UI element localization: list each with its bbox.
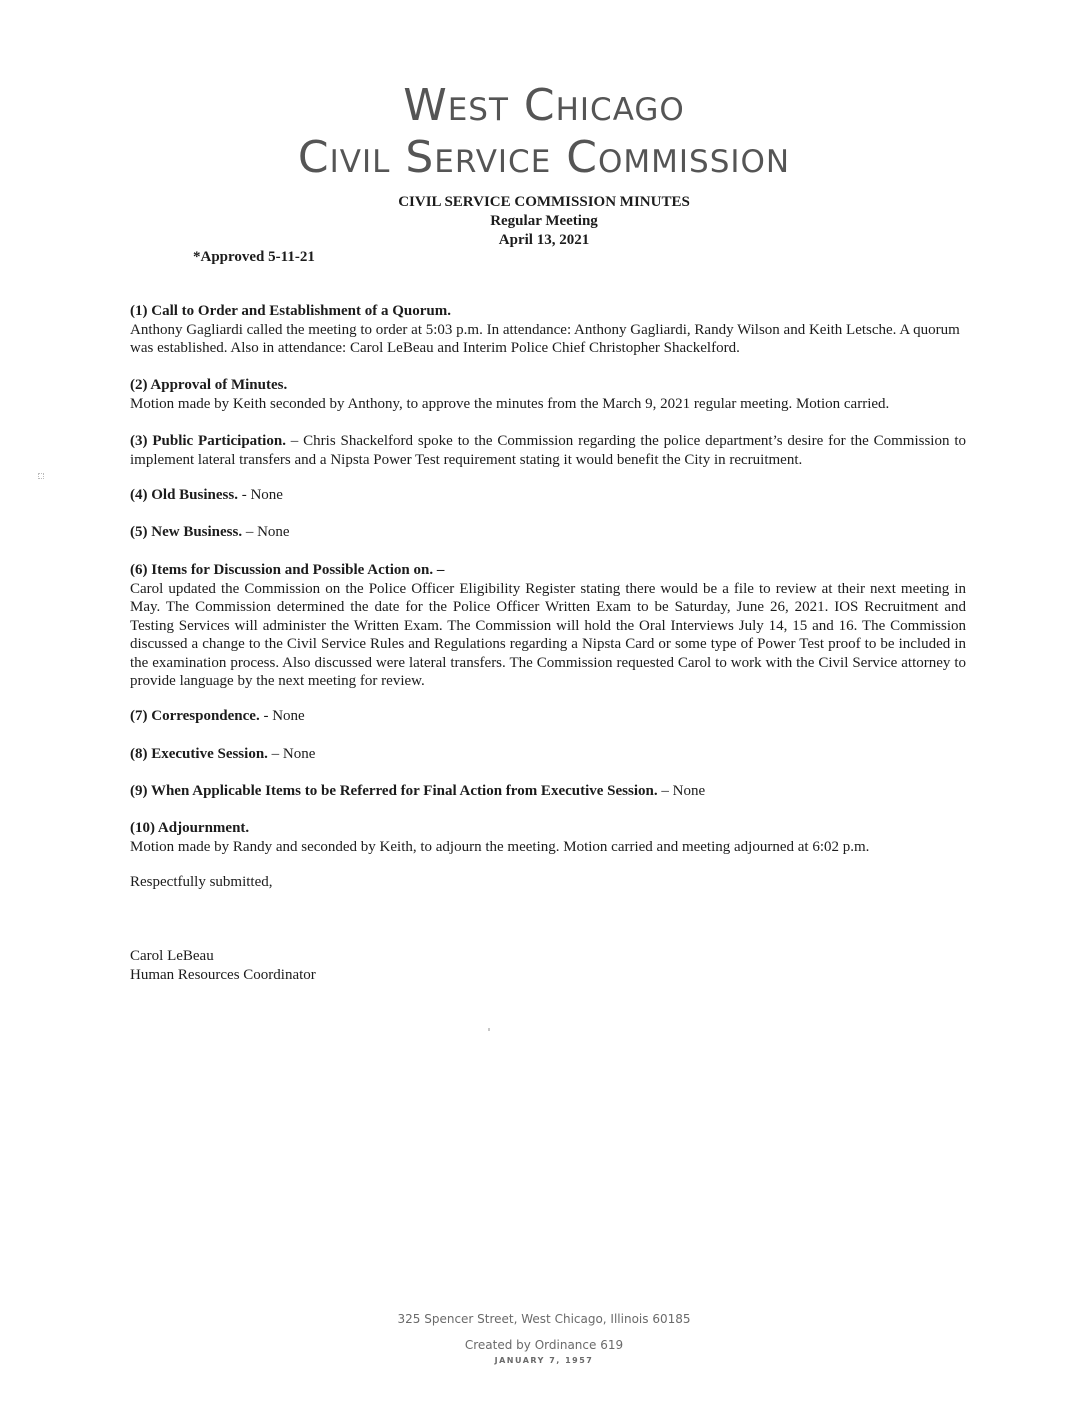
meeting-type: Regular Meeting	[490, 213, 598, 229]
letterhead-line-1: West Chicago	[403, 80, 685, 131]
signer-name: Carol LeBeau	[130, 948, 214, 964]
meeting-date: April 13, 2021	[498, 232, 590, 248]
section-items-for-discussion	[130, 561, 966, 691]
document-title: CIVIL SERVICE COMMISSION MINUTES	[398, 194, 690, 210]
footer-address: 325 Spencer Street, West Chicago, Illinois 60185	[397, 1312, 691, 1326]
section-heading: (4) Old Business.	[130, 487, 238, 503]
section-heading: (10) Adjournment.	[130, 820, 250, 836]
section-heading: (1) Call to Order and Establishment of a Quorum.	[130, 303, 451, 319]
section-executive-session	[130, 745, 966, 764]
signer-title: Human Resources Coordinator	[130, 966, 316, 983]
section-heading: (3) Public Participation.	[130, 433, 286, 449]
approval-note: *Approved 5-11-21	[193, 249, 315, 265]
section-old-business	[130, 486, 966, 505]
section-body: – None	[267, 746, 316, 762]
section-heading: (2) Approval of Minutes.	[130, 377, 288, 393]
section-heading: (8) Executive Session.	[130, 746, 268, 762]
section-heading: (9) When Applicable Items to be Referred for Final Action from Executive Session.	[130, 783, 658, 799]
signature-block	[130, 947, 966, 984]
section-body: Carol updated the Commission on the Police Officer Eligibility Register stating there would be a file to review at their next meeting in May. The Commission determined the date for the Police Officer Written Exam to be Saturday, June 26, 2021. IOS Recruitment and Testing Services will administer the Written Exam. The Commission will hold the Oral Interviews July 14, 15 and 16. The Commission discussed a change to the Civil Service Rules and Regulations regarding a Nipsta Card or some type of Power Test proof to be included in the examination process. Also discussed were lateral transfers. The Commission requested Carol to work with the Civil Service attorney to provide language by the next meeting for review.	[130, 580, 966, 689]
letterhead-line-2: Civil Service Commission	[297, 132, 791, 183]
section-approval-of-minutes	[130, 376, 966, 413]
section-public-participation	[130, 432, 966, 469]
section-body: Motion made by Randy and seconded by Keith, to adjourn the meeting. Motion carried and meeting adjourned at 6:02 p.m.	[130, 838, 870, 855]
scan-speck	[488, 1028, 490, 1031]
section-body: - None	[237, 487, 283, 503]
section-heading: (6) Items for Discussion and Possible Action on. –	[130, 562, 445, 578]
section-adjournment	[130, 819, 966, 856]
section-body: - None	[259, 708, 305, 724]
footer-ordinance: Created by Ordinance 619	[464, 1338, 624, 1352]
section-new-business	[130, 523, 966, 542]
section-correspondence	[130, 707, 966, 726]
section-referred-items	[130, 782, 966, 801]
section-body: Anthony Gagliardi called the meeting to order at 5:03 p.m. In attendance: Anthony Gagliardi, Randy Wilson and Keith Letsche. A quorum was established. Also in attendance: Carol LeBeau and Interim Police Chief Christopher Shackelford.	[130, 321, 960, 356]
closing-line: Respectfully submitted,	[130, 874, 273, 890]
section-body: – None	[657, 783, 706, 799]
section-body: – Chris Shackelford spoke to the Commission regarding the police department’s desire for the Commission to implement lateral transfers and a Nipsta Power Test requirement stating it would benefit the City in recruitment.	[130, 433, 966, 468]
section-heading: (5) New Business.	[130, 524, 243, 540]
section-body: – None	[242, 524, 290, 540]
section-call-to-order	[130, 302, 966, 358]
section-heading: (7) Correspondence.	[130, 708, 260, 724]
footer-ordinance-date: JANUARY 7, 1957	[494, 1356, 594, 1365]
section-body: Motion made by Keith seconded by Anthony, to approve the minutes from the March 9, 2021 regular meeting. Motion carried.	[130, 395, 890, 412]
scan-speck	[38, 473, 44, 479]
